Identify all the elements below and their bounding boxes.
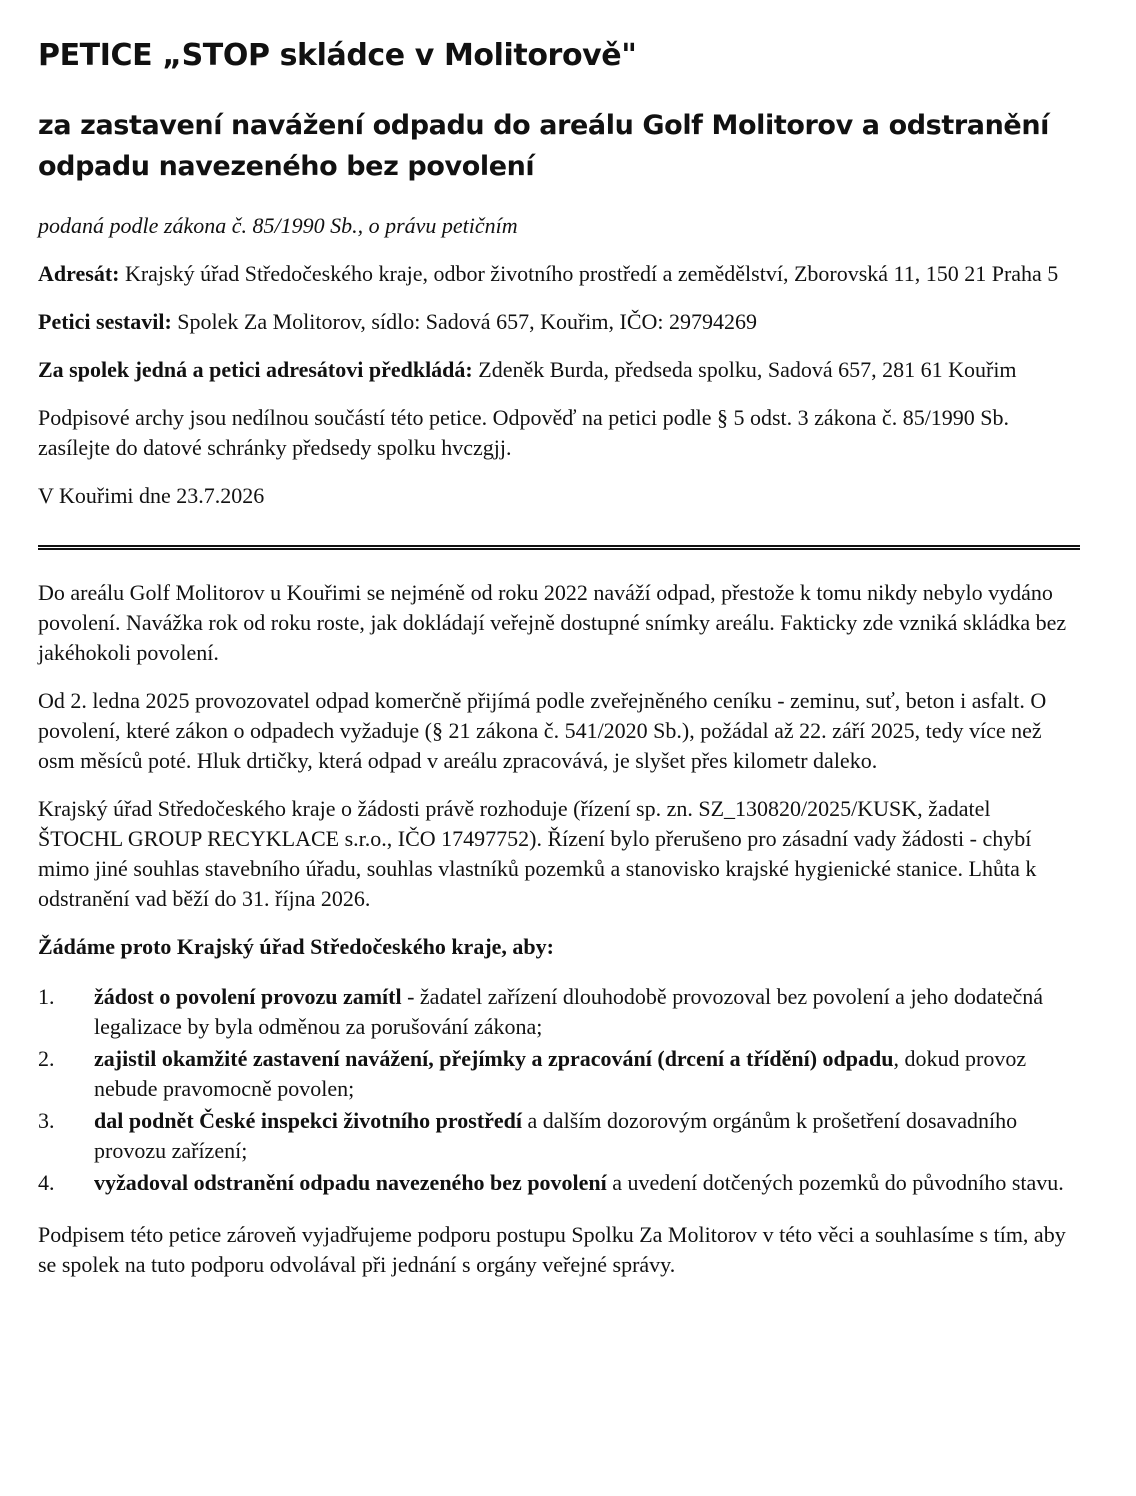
body-paragraph: Do areálu Golf Molitorov u Kouřimi se nejméně od roku 2022 naváží odpad, přestože k tomu nikdy nebylo vydáno povolení. Navážka rok od roku roste, jak dokládají veřejně dostupné snímky areálu. Fakticky zde vzniká skládka bez jakéhokoli povolení. (38, 580, 1067, 665)
closing-paragraph: Podpisem této petice zároveň vyjadřujeme podporu postupu Spolku Za Molitorov v této věci a souhlasíme s tím, aby se spolek na tuto podporu odvolával při jednání s orgány veřejné správy. (38, 1222, 1066, 1277)
item-bold-text: zajistil okamžité zastavení navážení, přejímky a zpracování (drcení a třídění) odpadu (94, 1046, 894, 1071)
item-text (94, 1044, 1080, 1104)
item-number: 2. (38, 1046, 55, 1071)
addressee (38, 259, 1080, 289)
item-number: 1. (38, 984, 55, 1009)
item-rest-text: , dokud provoz nebude pravomocně povolen; (94, 1046, 1027, 1101)
representative (38, 355, 1080, 385)
composer (38, 307, 1080, 337)
item-number: 3. (38, 1108, 55, 1133)
petition-subtitle: za zastavení navážení odpadu do areálu Golf Molitorov a odstranění odpadu navezeného bez povolení (38, 110, 1049, 182)
list-item (38, 1168, 1080, 1198)
signature-sheets-note: Podpisové archy jsou nedílnou součástí této petice. Odpověď na petici podle § 5 odst. 3 zákona č. 85/1990 Sb. zasílejte do datové schránky předsedy spolku hvczgjj. (38, 405, 1010, 460)
body-paragraph: Krajský úřad Středočeského kraje o žádosti právě rozhoduje (řízení sp. zn. SZ_130820/2025/KUSK, žadatel ŠTOCHL GROUP RECYKLACE s.r.o., IČO 17497752). Řízení bylo přerušeno pro zásadní vady žádosti - chybí mimo jiné souhlas stavebního úřadu, souhlas vlastníků pozemků a stanovisko krajské hygienické stanice. Lhůta k odstranění vad běží do 31. října 2026. (38, 796, 1037, 911)
item-text (94, 1168, 1080, 1198)
double-divider (38, 545, 1080, 550)
petition-document (38, 28, 1080, 1280)
item-text (94, 982, 1080, 1042)
item-bold-text: vyžadoval odstranění odpadu navezeného bez povolení (94, 1170, 607, 1195)
item-rest-text: a dalším dozorovým orgánům k prošetření dosavadního provozu zařízení; (94, 1108, 1018, 1163)
item-bold-text: žádost o povolení provozu zamítl (94, 984, 402, 1009)
date-line: V Kouřimi dne 23.7.2026 (38, 483, 265, 508)
addressee-value: Krajský úřad Středočeského kraje, odbor životního prostředí a zemědělství, Zborovská 11, 150 21 Praha 5 (124, 261, 1059, 286)
list-item (38, 1106, 1080, 1166)
item-rest-text: - žadatel zařízení dlouhodobě provozoval bez povolení a jeho dodatečná legalizace by byla odměnou za porušování zákona; (94, 984, 1043, 1039)
composer-value: Spolek Za Molitorov, sídlo: Sadová 657, Kouřim, IČO: 29794269 (177, 309, 758, 334)
request-heading: Žádáme proto Krajský úřad Středočeského kraje, aby: (38, 934, 554, 959)
representative-label: Za spolek jedná a petici adresátovi předkládá: (38, 357, 473, 382)
representative-value: Zdeněk Burda, předseda spolku, Sadová 657, 281 61 Kouřim (478, 357, 1017, 382)
composer-label: Petici sestavil: (38, 309, 172, 334)
request-list (38, 982, 1080, 1198)
legal-basis: podaná podle zákona č. 85/1990 Sb., o právu petičním (38, 213, 518, 238)
item-bold-text: dal podnět České inspekci životního prostředí (94, 1108, 523, 1133)
list-item (38, 1044, 1080, 1104)
item-rest-text: a uvedení dotčených pozemků do původního stavu. (606, 1170, 1064, 1195)
petition-title: PETICE „STOP skládce v Molitorově" (38, 38, 637, 73)
item-number: 4. (38, 1170, 55, 1195)
body-paragraph: Od 2. ledna 2025 provozovatel odpad komerčně přijímá podle zveřejněného ceníku - zeminu, suť, beton i asfalt. O povolení, které zákon o odpadech vyžaduje (§ 21 zákona č. 541/2020 Sb.), požádal až 22. září 2025, tedy více než osm měsíců poté. Hluk drtičky, která odpad v areálu zpracovává, je slyšet přes kilometr daleko. (38, 688, 1047, 773)
addressee-label: Adresát: (38, 261, 120, 286)
list-item (38, 982, 1080, 1042)
item-text (94, 1106, 1080, 1166)
